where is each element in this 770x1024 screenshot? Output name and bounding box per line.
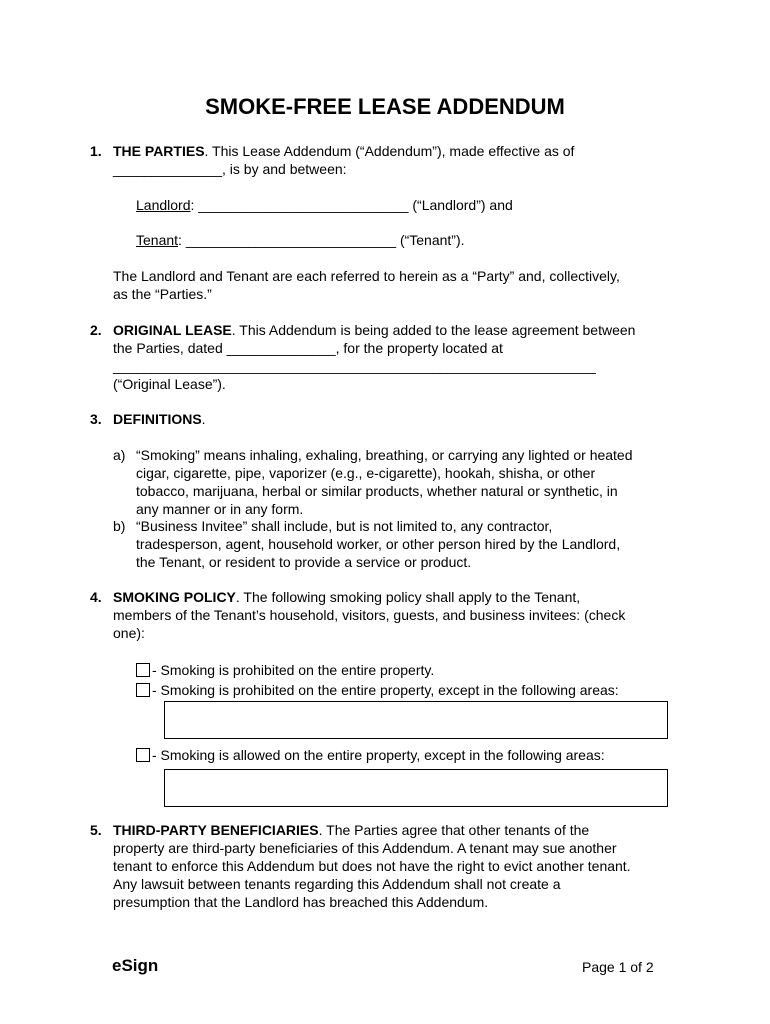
definition-a-line-4: any manner or in any form.	[136, 501, 304, 517]
parties-paragraph-line-2: as the “Parties.”	[113, 286, 212, 302]
section-1-line-1	[113, 142, 683, 160]
landlord-label: Landlord	[136, 197, 191, 213]
section-5-line-5: presumption that the Landlord has breached this Addendum.	[113, 894, 489, 910]
section-5-line-3: tenant to enforce this Addendum but does not have the right to evict another tenant.	[113, 858, 631, 874]
policy-option-2-label: - Smoking is prohibited on the entire property, except in the following areas:	[152, 682, 619, 698]
parties-paragraph-line-1: The Landlord and Tenant are each referred to herein as a “Party” and, collectively,	[113, 268, 620, 284]
policy-option-3-areas-field[interactable]	[164, 769, 668, 807]
page-number: Page 1 of 2	[582, 959, 654, 975]
tenant-label: Tenant	[136, 232, 179, 248]
section-5-line-1-text: . The Parties agree that other tenants of the	[318, 822, 590, 838]
section-4-number: 4.	[90, 589, 102, 605]
policy-option-3	[136, 746, 605, 764]
definition-a-line-1: “Smoking” means inhaling, exhaling, breathing, or carrying any lighted or heated	[136, 447, 633, 463]
section-2-line-1-text: . This Addendum is being added to the lease agreement between	[231, 322, 636, 338]
policy-option-1	[136, 661, 434, 679]
section-4-line-3: one):	[113, 625, 145, 641]
policy-option-3-checkbox[interactable]	[136, 748, 150, 762]
section-5-line-2: property are third-party beneficiaries of this Addendum. A tenant may sue another	[113, 840, 617, 856]
policy-option-1-label: - Smoking is prohibited on the entire property.	[152, 662, 435, 678]
landlord-field[interactable]: : ___________________________ (“Landlord”) and	[190, 197, 513, 213]
landlord-line	[136, 196, 513, 214]
section-1-heading: THE PARTIES	[113, 143, 205, 159]
section-4-line-1-text: . The following smoking policy shall apply to the Tenant,	[235, 589, 581, 605]
section-2-heading: ORIGINAL LEASE	[113, 322, 232, 338]
section-4-line-2: members of the Tenant’s household, visitors, guests, and business invitees: (check	[113, 607, 626, 623]
policy-option-2-checkbox[interactable]	[136, 683, 150, 697]
tenant-field[interactable]: : ___________________________ (“Tenant”).	[178, 232, 465, 248]
policy-option-1-checkbox[interactable]	[136, 663, 150, 677]
definition-a-letter: a)	[113, 447, 126, 463]
section-2-number: 2.	[90, 322, 102, 338]
section-1-number: 1.	[90, 143, 102, 159]
property-address-field[interactable]: ______________________________________________________________	[113, 358, 596, 374]
definition-a-line-2: cigar, cigarette, pipe, vaporizer (e.g., e-cigarette), hookah, shisha, or other	[136, 465, 596, 481]
definition-b-line-2: tradesperson, agent, household worker, or other person hired by the Landlord,	[136, 536, 621, 552]
section-4-heading: SMOKING POLICY	[113, 589, 236, 605]
definition-b-line-3: the Tenant, or resident to provide a service or product.	[136, 554, 472, 570]
esign-logo: eSign	[112, 956, 159, 975]
section-5-number: 5.	[90, 822, 102, 838]
section-5-line-1	[113, 821, 683, 839]
section-4-line-1	[113, 588, 683, 606]
definition-a-line-3: tobacco, marijuana, herbal or similar products, whether natural or synthetic, in	[136, 483, 618, 499]
section-1-line-2[interactable]: ______________, is by and between:	[113, 161, 347, 177]
section-1-line-1-text: . This Lease Addendum (“Addendum”), made effective as of	[204, 143, 575, 159]
section-3-line-1	[113, 410, 683, 428]
section-5-line-4: Any lawsuit between tenants regarding this Addendum shall not create a	[113, 876, 561, 892]
definition-b-line-1: “Business Invitee” shall include, but is not limited to, any contractor,	[136, 518, 553, 534]
section-3-heading-punct: .	[201, 411, 206, 427]
policy-option-2	[136, 681, 619, 699]
section-2-line-4: (“Original Lease”).	[113, 376, 226, 392]
section-5-heading: THIRD-PARTY BENEFICIARIES	[113, 822, 319, 838]
tenant-line	[136, 231, 465, 249]
section-2-line-1	[113, 321, 683, 339]
policy-option-3-label: - Smoking is allowed on the entire property, except in the following areas:	[152, 747, 605, 763]
section-2-line-2[interactable]: the Parties, dated ______________, for the property located at	[113, 340, 503, 356]
document-title: SMOKE-FREE LEASE ADDENDUM	[205, 94, 565, 119]
definition-b-letter: b)	[113, 518, 126, 534]
policy-option-2-areas-field[interactable]	[164, 701, 668, 739]
section-3-heading: DEFINITIONS	[113, 411, 202, 427]
section-3-number: 3.	[90, 411, 102, 427]
